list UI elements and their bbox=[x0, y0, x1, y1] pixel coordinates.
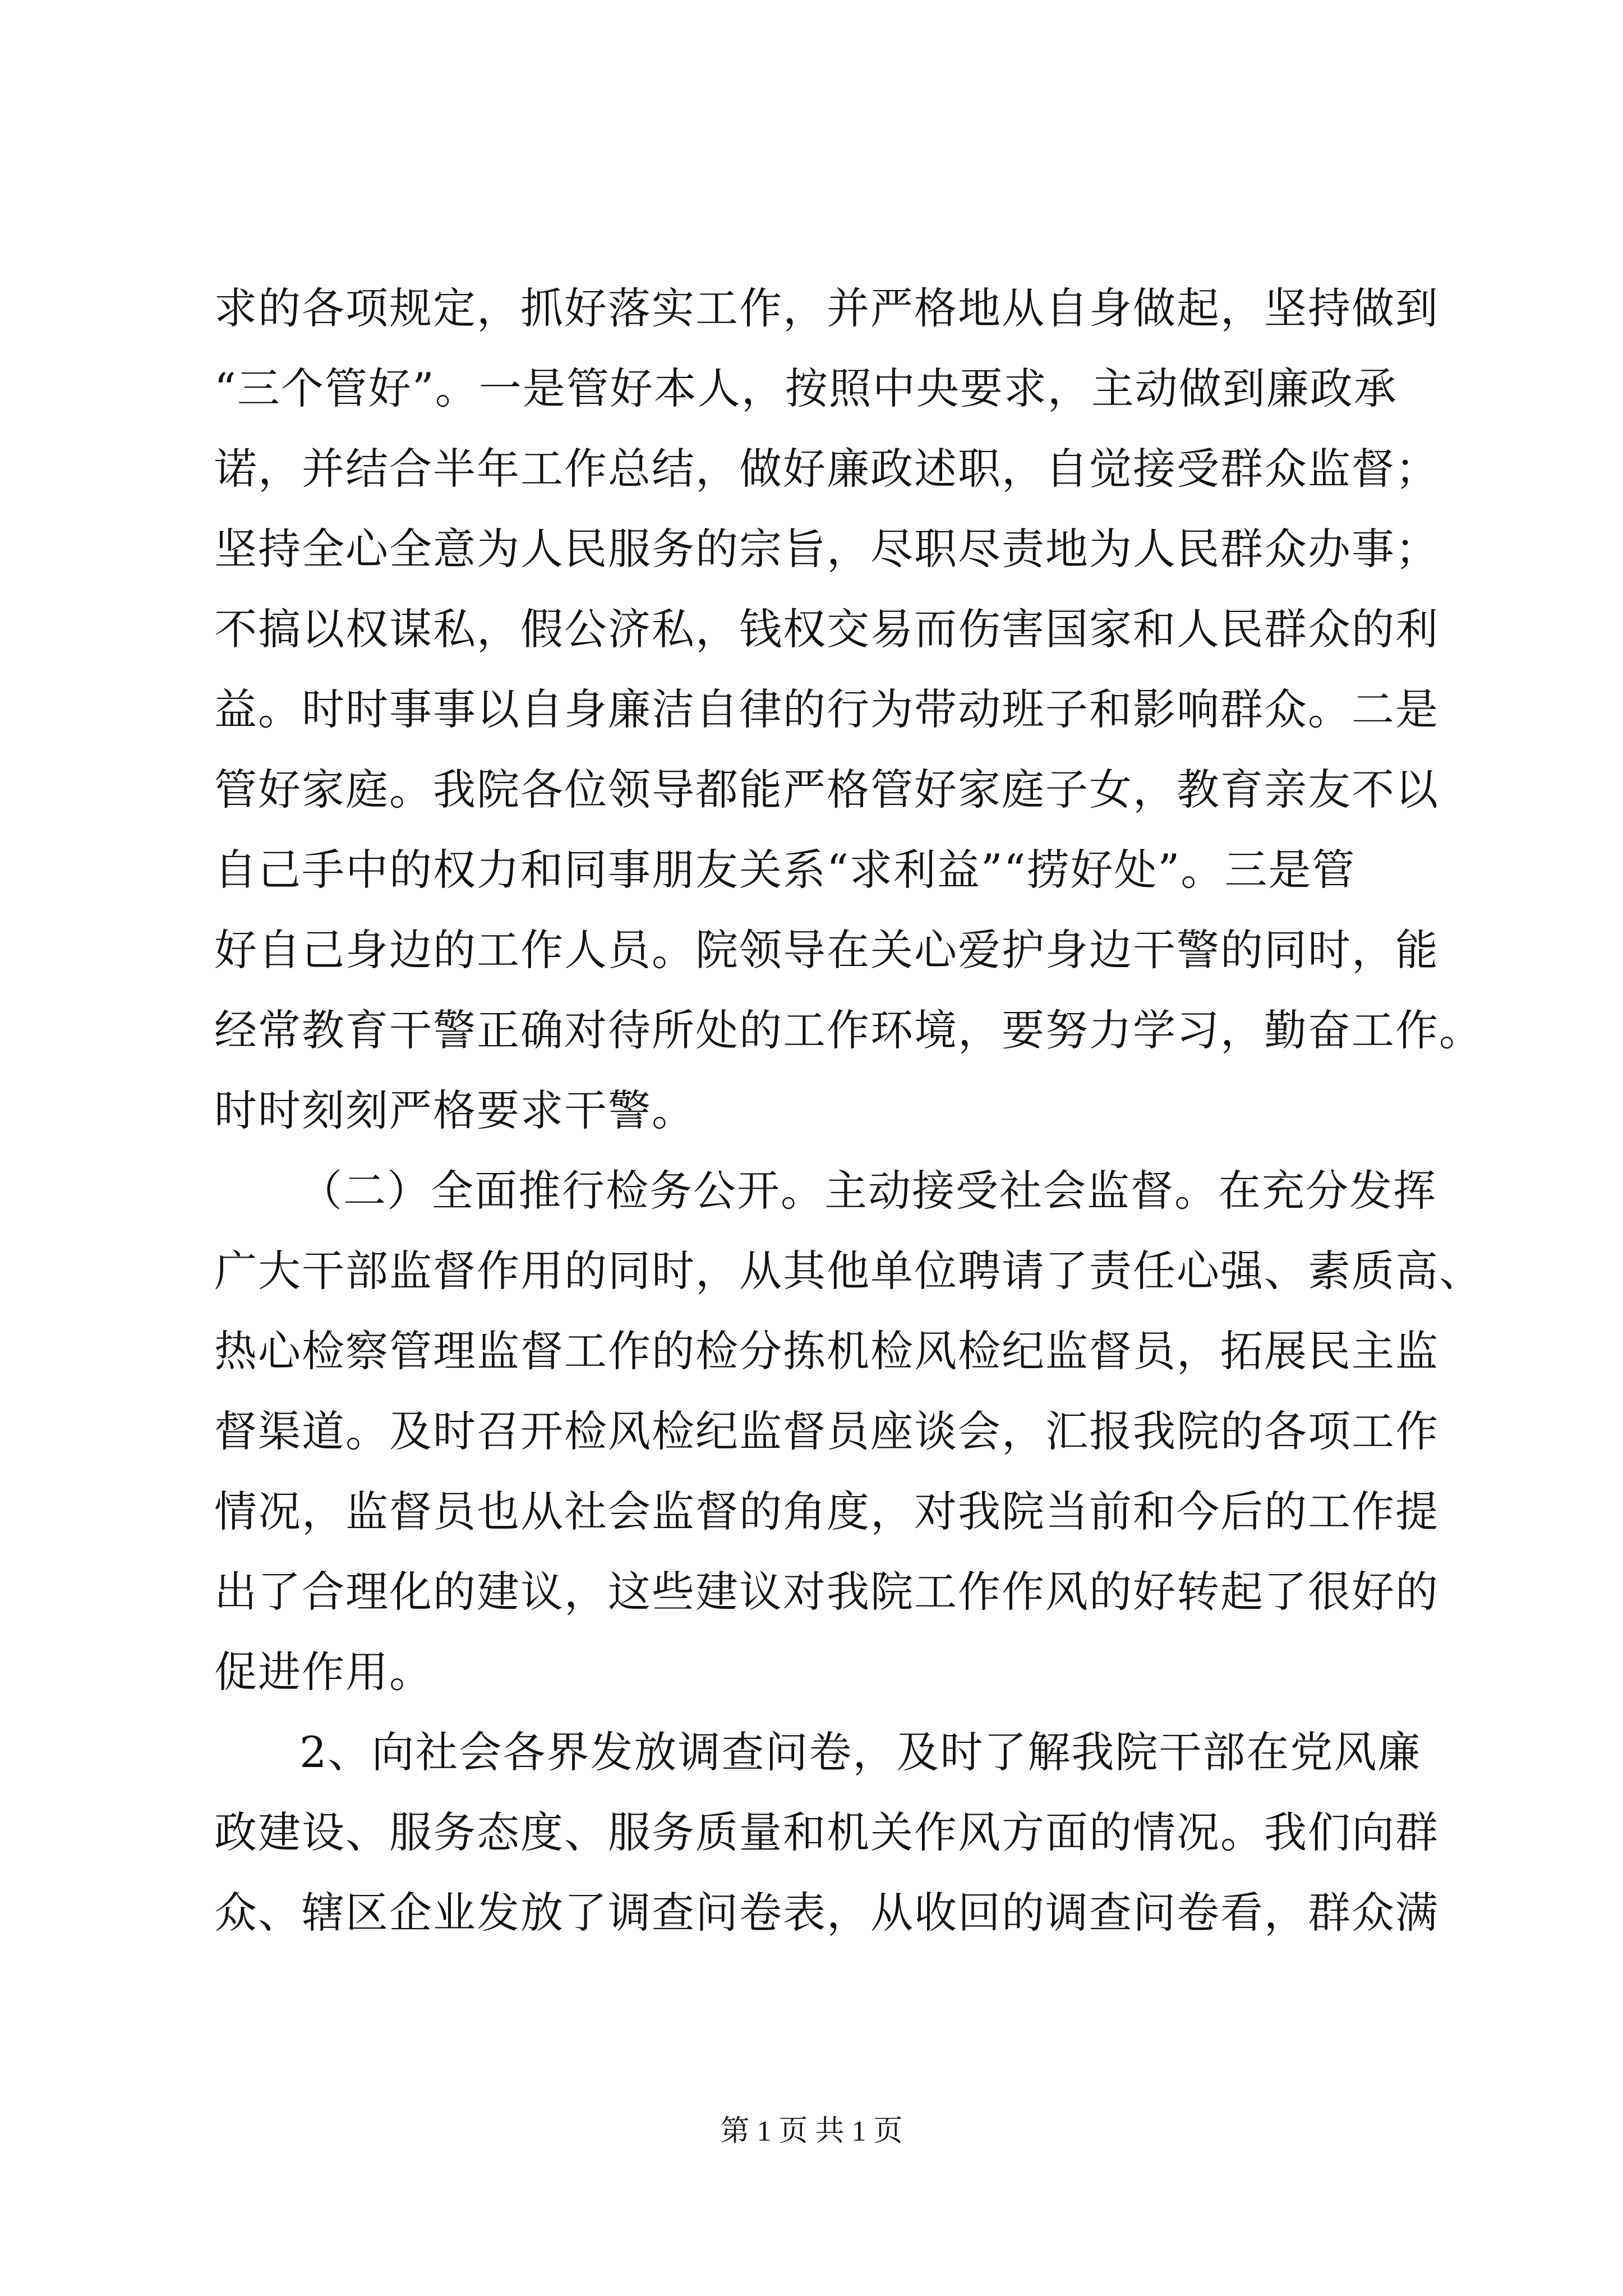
text-line: “三个管好”。一是管好本人，按照中央要求，主动做到廉政承 bbox=[214, 364, 1398, 413]
text-line: 求的各项规定，抓好落实工作，并严格地从自身做起，坚持做到 bbox=[214, 283, 1439, 333]
text-line: 不搞以权谋私，假公济私，钱权交易而伤害国家和人民群众的利 bbox=[214, 604, 1439, 654]
text-line: 政建设、服务态度、服务质量和机关作风方面的情况。我们向群 bbox=[214, 1807, 1439, 1857]
text-line: 管好家庭。我院各位领导都能严格管好家庭子女，教育亲友不以 bbox=[214, 765, 1439, 815]
text-line: 督渠道。及时召开检风检纪监督员座谈会，汇报我院的各项工作 bbox=[214, 1406, 1439, 1456]
text-line: 促进作用。 bbox=[214, 1647, 433, 1697]
text-line: 众、辖区企业发放了调查问卷表，从收回的调查问卷看，群众满 bbox=[214, 1888, 1439, 1938]
document-body bbox=[214, 268, 1483, 1953]
text-line: 益。时时事事以自身廉洁自律的行为带动班子和影响群众。二是 bbox=[214, 684, 1439, 734]
text-line: 诺，并结合半年工作总结，做好廉政述职，自觉接受群众监督； bbox=[214, 444, 1439, 494]
text-line: 坚持全心全意为人民服务的宗旨，尽职尽责地为人民群众办事； bbox=[214, 524, 1439, 574]
text-line: （二）全面推行检务公开。主动接受社会监督。在充分发挥 bbox=[299, 1166, 1437, 1216]
text-line: 时时刻刻严格要求干警。 bbox=[214, 1085, 695, 1135]
text-line: 自己手中的权力和同事朋友关系“求利益”“捞好处”。三是管 bbox=[214, 845, 1356, 895]
page-number-footer: 第 1 页 共 1 页 bbox=[720, 2115, 903, 2147]
paragraph-2 bbox=[214, 1151, 1483, 1712]
paragraph-1 bbox=[214, 268, 1483, 1151]
text-line: 热心检察管理监督工作的检分拣机检风检纪监督员，拓展民主监 bbox=[214, 1326, 1439, 1376]
text-line: 情况，监督员也从社会监督的角度，对我院当前和今后的工作提 bbox=[214, 1487, 1439, 1536]
paragraph-3 bbox=[214, 1712, 1439, 1953]
text-line: 经常教育干警正确对待所处的工作环境，要努力学习，勤奋工作。 bbox=[214, 1005, 1483, 1055]
text-line: 广大干部监督作用的同时，从其他单位聘请了责任心强、素质高、 bbox=[214, 1246, 1483, 1296]
text-line: 出了合理化的建议，这些建议对我院工作作风的好转起了很好的 bbox=[214, 1567, 1439, 1617]
text-line: 2、向社会各界发放调查问卷，及时了解我院干部在党风廉 bbox=[299, 1727, 1422, 1777]
text-line: 好自己身边的工作人员。院领导在关心爱护身边干警的同时，能 bbox=[214, 925, 1439, 975]
